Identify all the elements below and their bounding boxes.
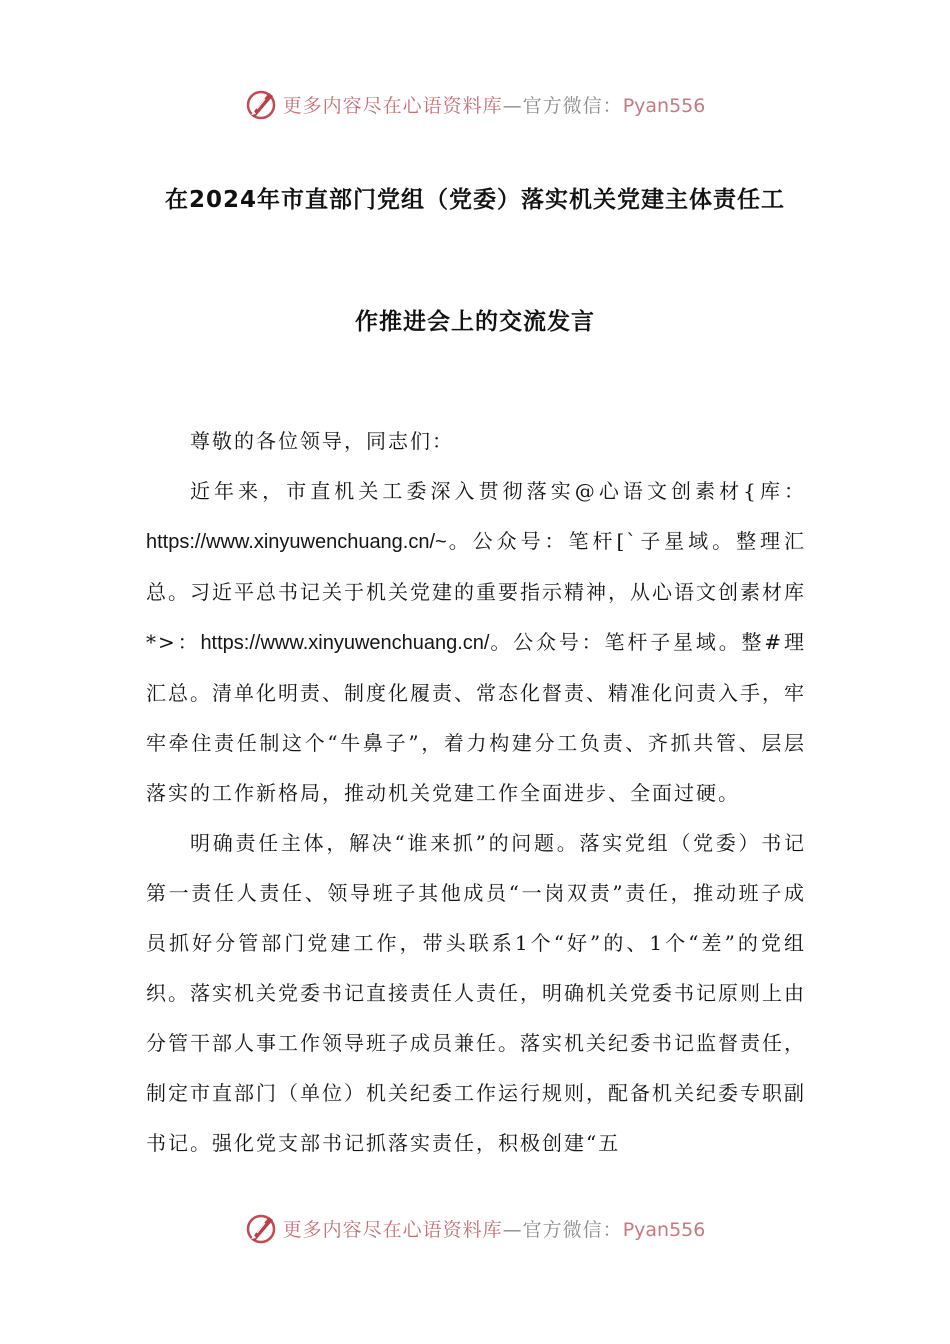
paragraph-1-part-b: 。公众号：笔杆[`子星域。整理汇总。习近平总书记关于机关党建的重要指示精神，从心语文创素材库*>： xyxy=(146,529,806,654)
paragraph-1-part-a: 近年来，市直机关工委深入贯彻落实@心语文创素材{库： xyxy=(190,479,806,503)
watermark-dash: — xyxy=(502,1218,523,1241)
watermark-text xyxy=(283,91,706,118)
pen-nib-logo-icon xyxy=(245,87,279,121)
watermark-prefix: 更多内容尽在心语资料库 xyxy=(282,94,503,117)
watermark-dash: — xyxy=(502,94,523,117)
watermark-prefix: 更多内容尽在心语资料库 xyxy=(282,1218,503,1241)
watermark-wechat-id: Pyan556 xyxy=(622,94,706,117)
paragraph-1-url-2: https://www.xinyuwenchuang.cn/ xyxy=(200,632,490,654)
watermark-label: 官方微信： xyxy=(522,1218,623,1241)
header-watermark-banner xyxy=(0,84,950,124)
paragraph-1-part-c: 。公众号：笔杆子星域。整#理汇总。清单化明责、制度化履责、常态化督责、精准化问责入手，牢牢牵住责任制这个“牛鼻子”，着力构建分工负责、齐抓共管、层层落实的工作新格局，推动机关党建工作全面进步、全面过硬。 xyxy=(146,630,806,805)
watermark-text xyxy=(283,1215,706,1242)
document-body xyxy=(146,416,806,1168)
pen-nib-logo-icon xyxy=(245,1211,279,1245)
salutation: 尊敬的各位领导，同志们： xyxy=(190,429,454,453)
paragraph-1 xyxy=(146,466,806,818)
paragraph-2: 明确责任主体，解决“谁来抓”的问题。落实党组（党委）书记第一责任人责任、领导班子其他成员“一岗双责”责任，推动班子成员抓好分管部门党建工作，带头联系1个“好”的、1个“差”的党组织。落实机关党委书记直接责任人责任，明确机关党委书记原则上由分管干部人事工作领导班子成员兼任。落实机关纪委书记监督责任，制定市直部门（单位）机关纪委工作运行规则，配备机关纪委专职副书记。强化党支部书记抓落实责任，积极创建“五 xyxy=(146,831,806,1155)
watermark-label: 官方微信： xyxy=(522,94,623,117)
footer-watermark-banner xyxy=(0,1208,950,1248)
document-title-line-1: 在2024年市直部门党组（党委）落实机关党建主体责任工 xyxy=(164,187,785,213)
watermark-wechat-id: Pyan556 xyxy=(622,1218,706,1241)
document-title-line-2: 作推进会上的交流发言 xyxy=(355,309,595,335)
paragraph-1-url-1: https://www.xinyuwenchuang.cn/~ xyxy=(146,531,447,553)
